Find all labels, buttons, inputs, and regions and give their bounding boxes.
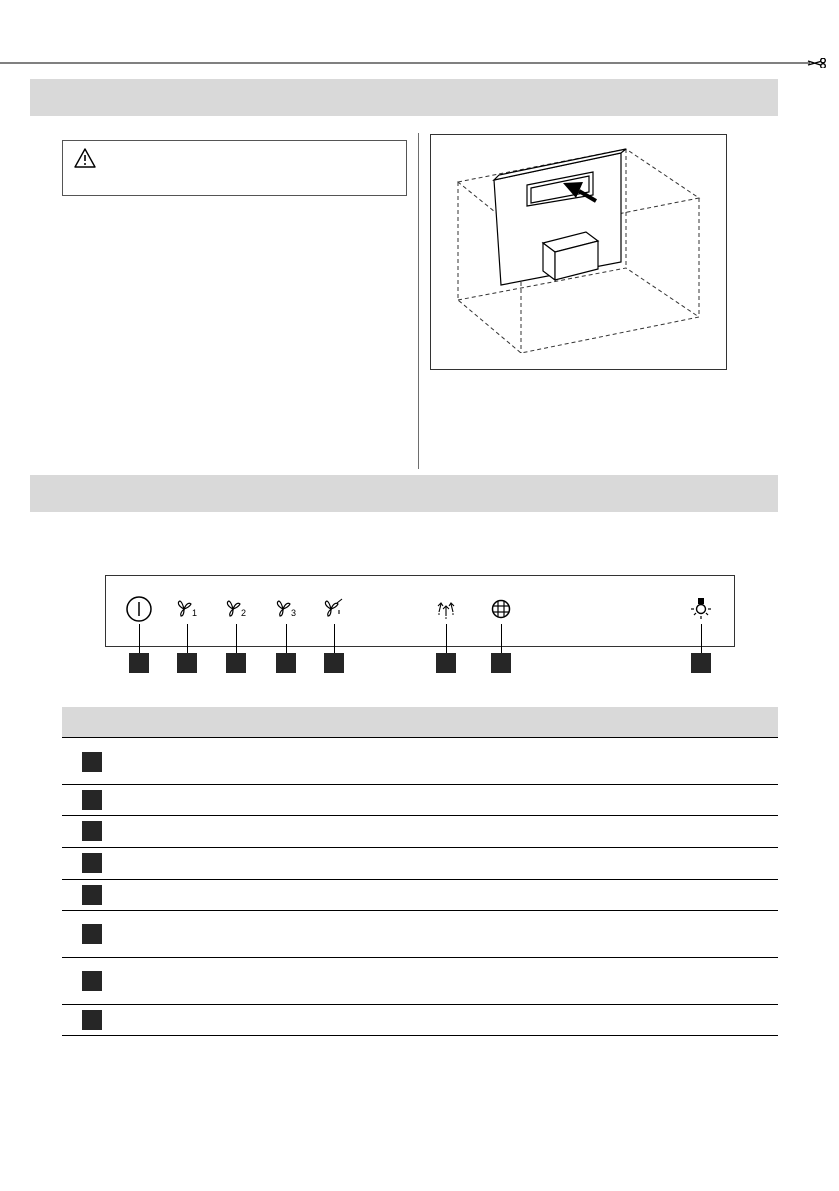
leader-line <box>286 624 287 654</box>
callout-number-6 <box>436 653 456 673</box>
leader-line <box>236 624 237 654</box>
grease-filter-button[interactable] <box>486 594 516 624</box>
fan-speed-1-button[interactable] <box>172 594 202 624</box>
table-row <box>62 847 778 879</box>
leader-line <box>446 624 447 654</box>
table-row <box>62 910 778 957</box>
callout-number-5 <box>324 653 344 673</box>
leader-line <box>187 624 188 654</box>
svg-text:2: 2 <box>241 608 247 618</box>
fan-intensive-icon <box>319 594 349 624</box>
table-bottom-rule <box>62 1035 778 1036</box>
row-number <box>82 885 102 905</box>
cooker-hood-illustration <box>430 134 727 370</box>
fan-speed-2-icon <box>221 594 251 624</box>
leader-line <box>334 624 335 654</box>
row-number <box>82 853 102 873</box>
row-number <box>82 790 102 810</box>
row-number <box>82 924 102 944</box>
light-icon <box>686 594 716 624</box>
fan-intensive-button[interactable] <box>319 594 349 624</box>
table-row <box>62 815 778 847</box>
fan-speed-2-button[interactable] <box>221 594 251 624</box>
warning-triangle-icon <box>73 147 97 169</box>
light-button[interactable] <box>686 594 716 624</box>
callout-number-1 <box>129 653 149 673</box>
controls-table <box>62 707 778 1036</box>
table-row <box>62 1004 778 1035</box>
fan-speed-3-button[interactable] <box>271 594 301 624</box>
table-row <box>62 879 778 910</box>
cut-line <box>0 58 839 68</box>
warning-box <box>62 140 407 196</box>
row-number <box>82 752 102 772</box>
fan-speed-3-icon <box>271 594 301 624</box>
section-header-2 <box>30 475 778 512</box>
table-header <box>62 707 778 737</box>
callout-number-7 <box>491 653 511 673</box>
callout-number-8 <box>691 653 711 673</box>
section-header-1 <box>30 79 778 116</box>
leader-line <box>701 624 702 654</box>
scissors-icon <box>808 58 825 68</box>
svg-text:3: 3 <box>291 608 297 618</box>
power-button[interactable] <box>124 594 154 624</box>
grease-filter-icon <box>486 594 516 624</box>
fan-speed-1-icon <box>172 594 202 624</box>
svg-text:1: 1 <box>192 608 198 618</box>
breeze-button[interactable] <box>431 594 461 624</box>
table-row <box>62 737 778 784</box>
breeze-icon <box>431 594 461 624</box>
callout-number-2 <box>177 653 197 673</box>
table-row <box>62 784 778 815</box>
callout-number-3 <box>226 653 246 673</box>
callout-number-4 <box>276 653 296 673</box>
row-number <box>82 1010 102 1030</box>
leader-line <box>501 624 502 654</box>
row-number <box>82 821 102 841</box>
leader-line <box>139 624 140 654</box>
row-number <box>82 971 102 991</box>
power-icon <box>124 594 154 624</box>
column-divider <box>418 133 419 469</box>
table-row <box>62 957 778 1004</box>
